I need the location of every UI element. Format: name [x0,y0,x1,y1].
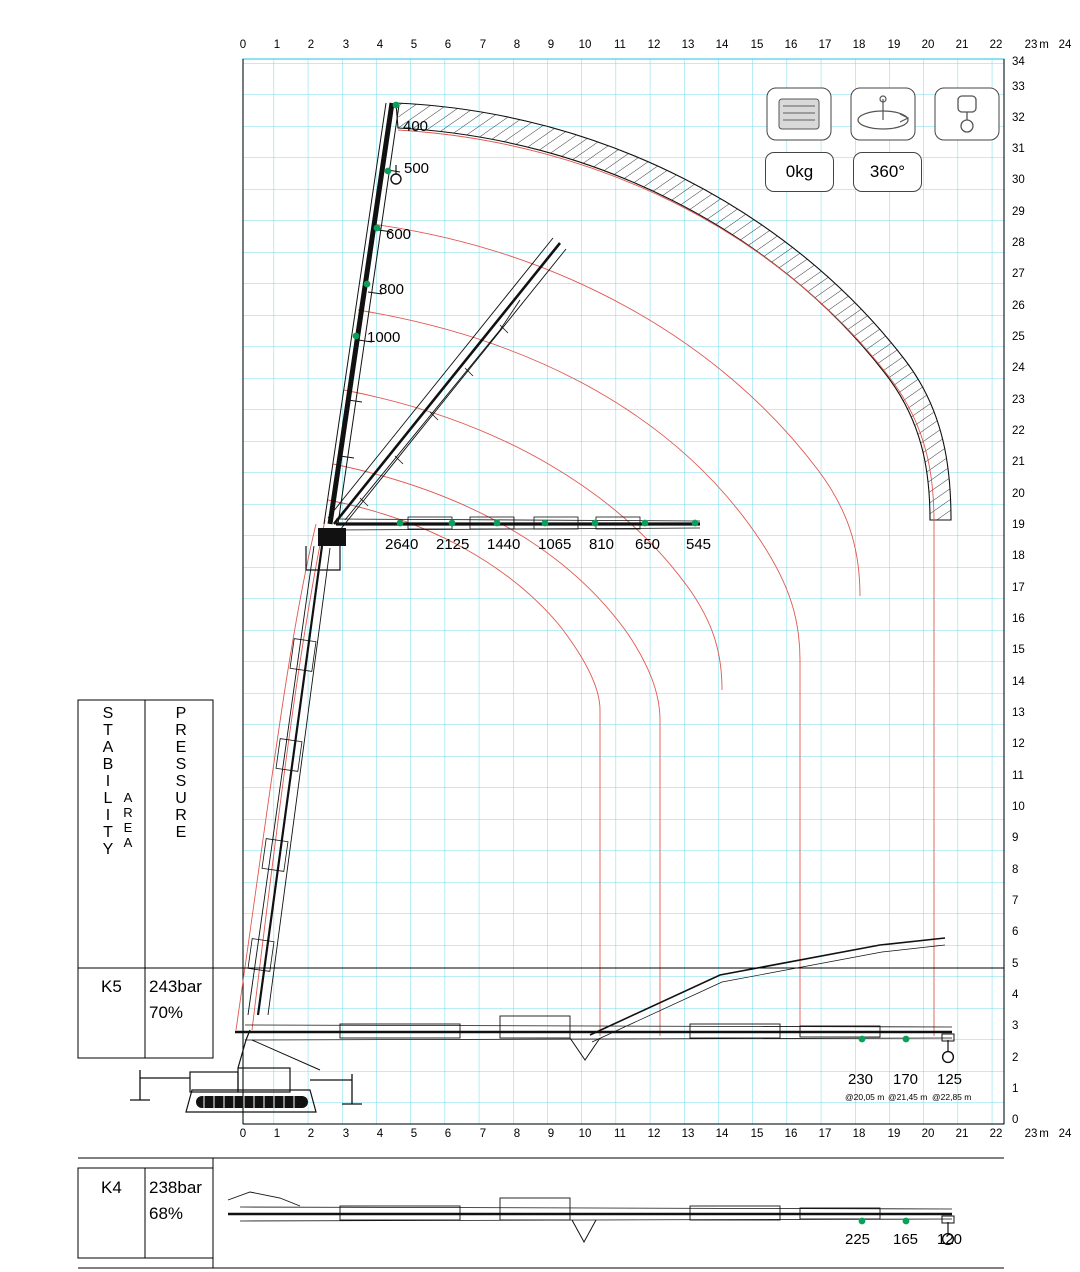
stability-label: S T A B I L I T Y [102,705,114,858]
config-k4-name: K4 [101,1178,122,1197]
capacity-2125: 2125 [436,536,470,553]
badge-icons [767,88,999,140]
k5-capacity-230: 230 [848,1071,874,1088]
config-k4-percent: 68% [149,1204,184,1223]
grid-area [243,59,1004,1124]
k4-capacity-165: 165 [893,1231,919,1248]
k5-capacity-125: 125 [937,1071,963,1088]
weight-badge[interactable]: 0kg [765,152,834,192]
config-k5-percent: 70% [149,1003,184,1022]
capacity-1000: 1000 [367,329,401,346]
capacity-1440: 1440 [487,536,521,553]
capacity-810: 810 [589,536,615,553]
capacity-400: 400 [403,118,429,135]
config-k4-pressure: 238bar [149,1178,202,1197]
x-unit-top: m [1039,39,1049,51]
k5-at-170: @21,45 m [888,1092,928,1102]
pressure-label: P R E S S U R E [175,705,187,841]
config-k5-name: K5 [101,977,122,996]
capacity-2640: 2640 [385,536,419,553]
capacity-545: 545 [686,536,712,553]
capacity-650: 650 [635,536,661,553]
crane-load-diagram: 0 1 2 3 4 5 6 7 8 9 10 11 12 13 14 15 16 17 18 19 20 21 22 23 24 0 1 2 3 4 5 6 7 8 9 10 11 12 13 14 15 16 17 18 19 20 21 22 23 24 0 1 2 3 4 5 6 7 8 9 10 11 12 13 14 15 16 17 18 19 20 21 22 23 24 25 26 27 28 29 30 31 32 33 34 m m 400 500 600 800 1000 2640 2125 1440 1065 810 650 545 230 @20,05 m 170 @21,45 m 125 @22,85 m 225 165 120 0kg 360° S T A B I L I T Y A R E A P R E S S U R E K5 243bar 70% K4 238bar 68% [0,0,1080,1272]
k5-capacity-170: 170 [893,1071,919,1088]
k4-capacity-225: 225 [845,1231,871,1248]
k5-at-230: @20,05 m [845,1092,885,1102]
capacity-1065: 1065 [538,536,572,553]
k4-capacity-120: 120 [937,1231,963,1248]
capacity-800: 800 [379,281,405,298]
capacity-500: 500 [404,160,430,177]
k5-at-125: @22,85 m [932,1092,972,1102]
area-label: A R E A [123,790,133,850]
x-unit-bottom: m [1039,1128,1049,1140]
capacity-600: 600 [386,226,412,243]
rotation-badge[interactable]: 360° [853,152,922,192]
config-k5-pressure: 243bar [149,977,202,996]
